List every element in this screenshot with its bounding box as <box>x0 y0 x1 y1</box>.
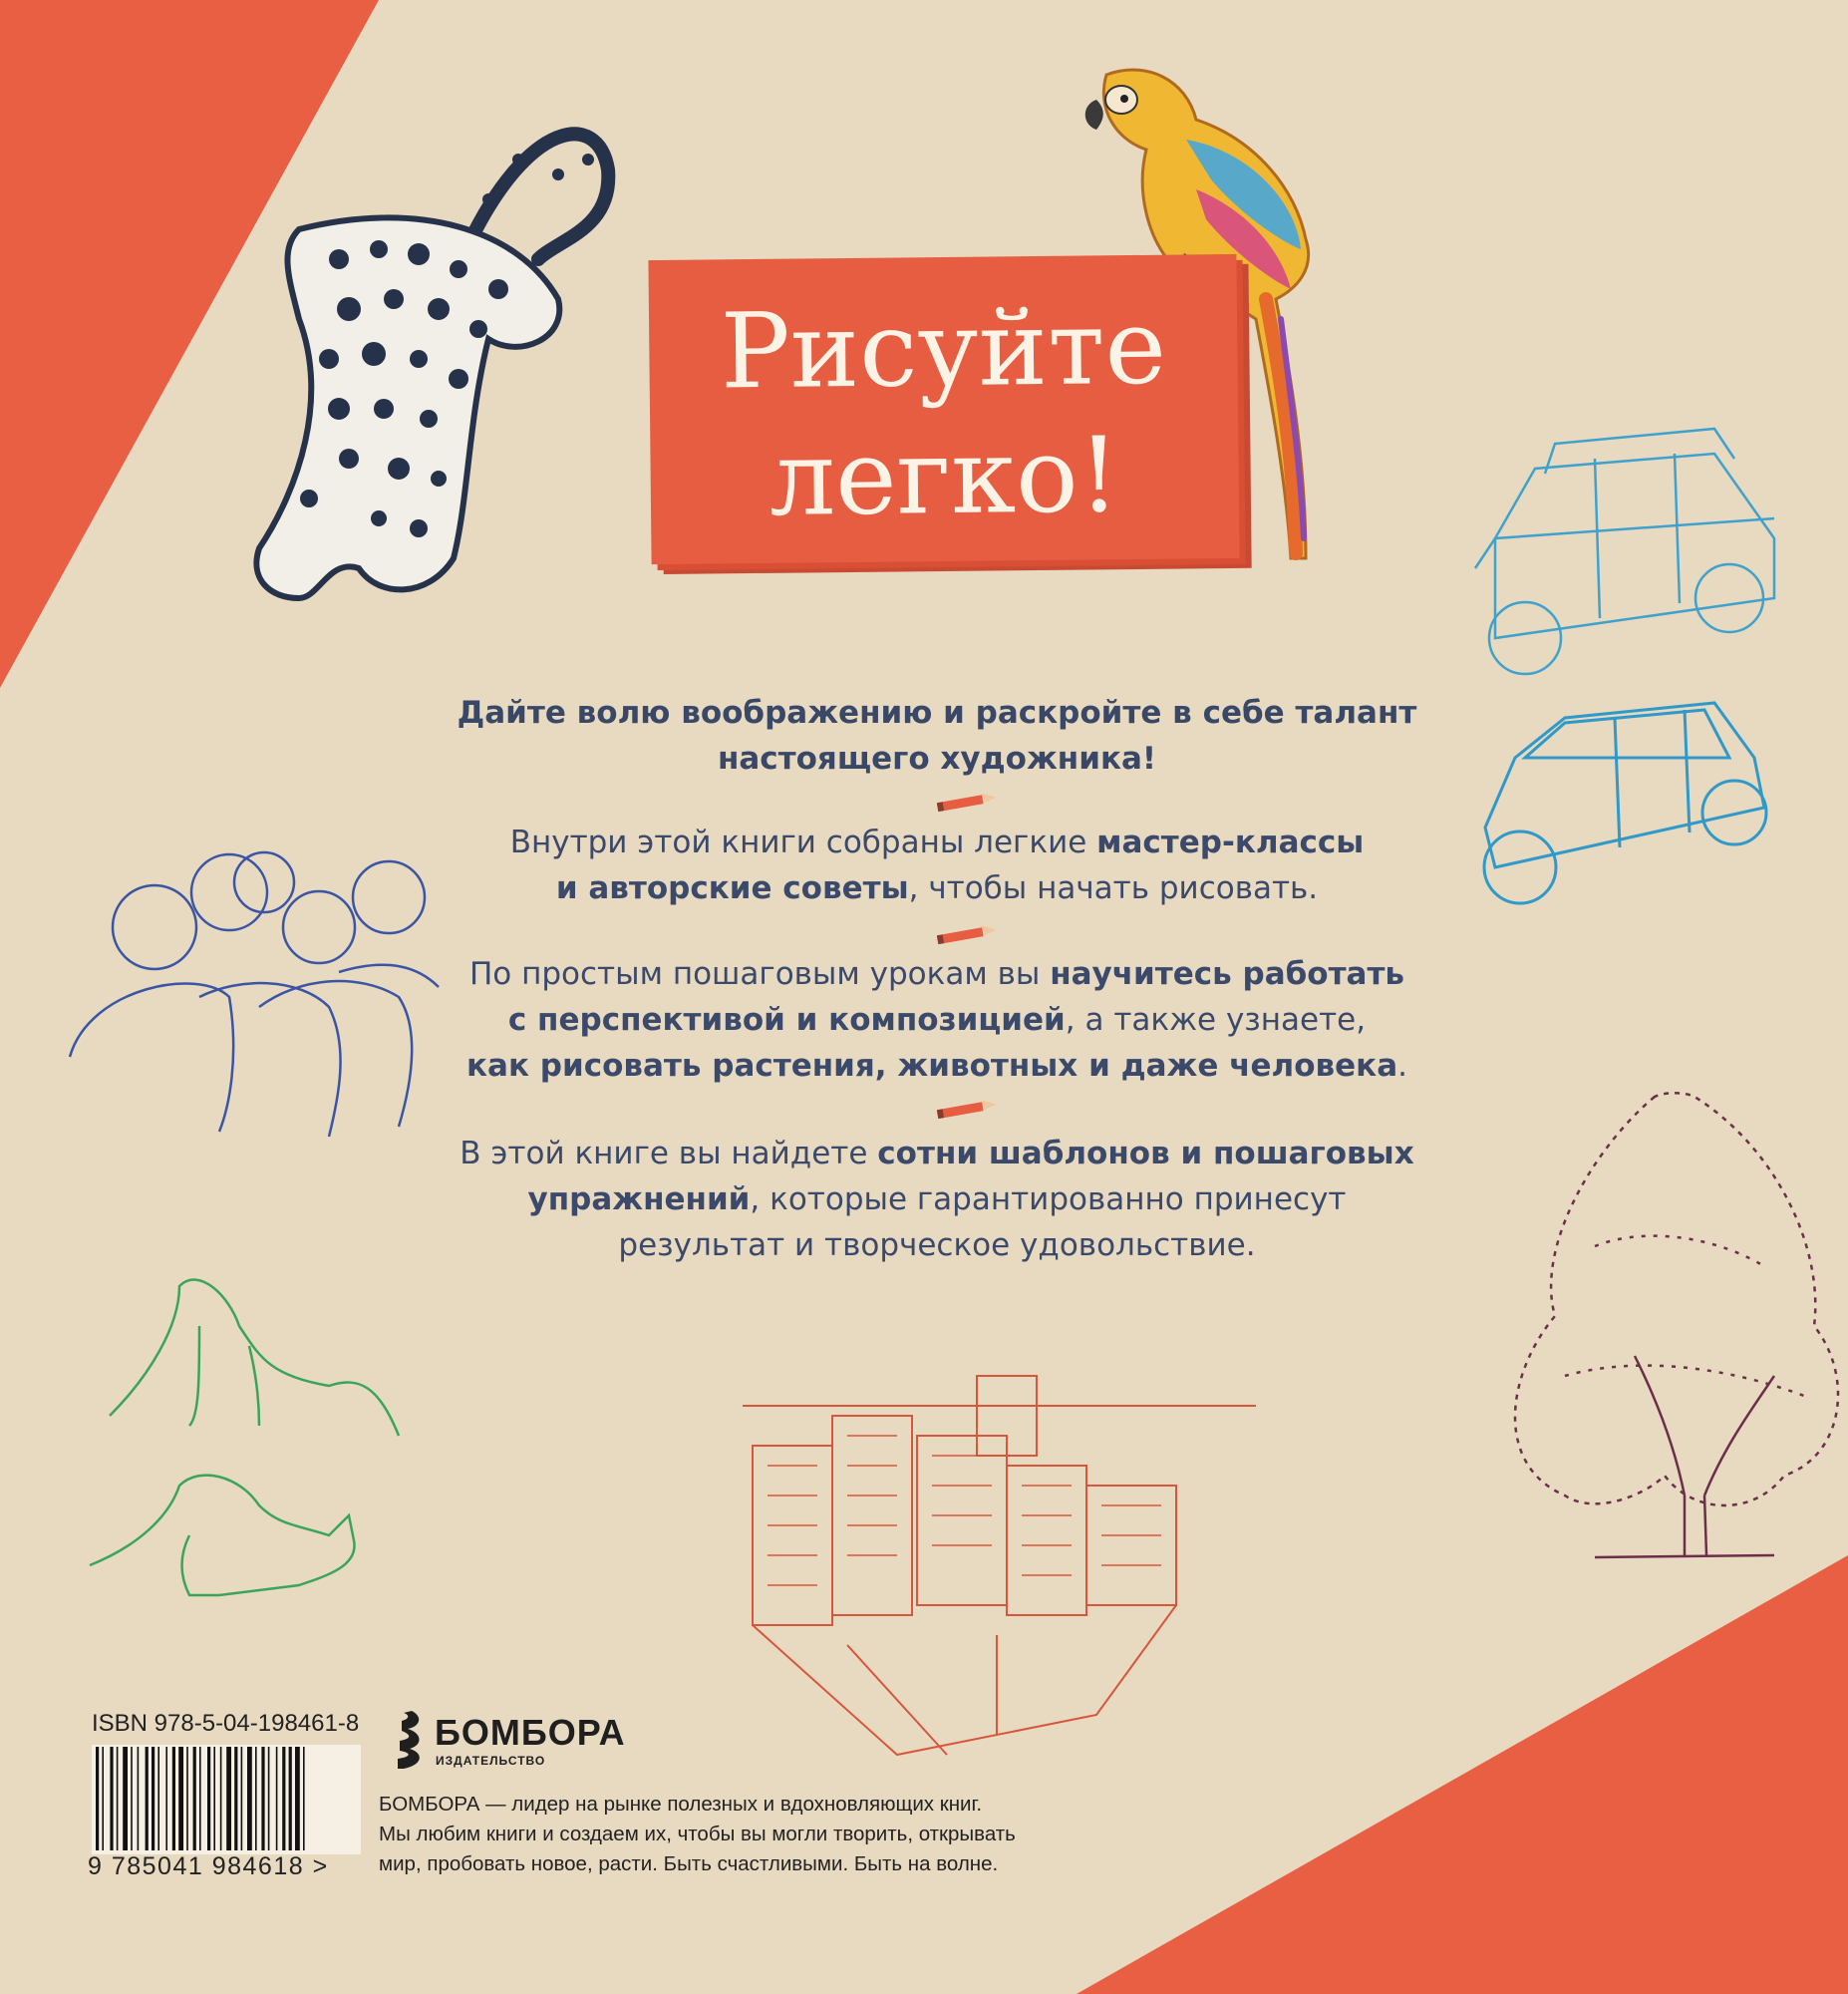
barcode-bar <box>295 1747 300 1850</box>
barcode-bar <box>138 1747 140 1850</box>
barcode <box>92 1745 361 1854</box>
barcode-bar <box>276 1747 278 1850</box>
barcode-bar <box>96 1747 99 1850</box>
isbn-label: ISBN 978-5-04-198461-8 <box>92 1710 360 1737</box>
blurb-line-1: БОМБОРА — лидер на рынке полезных и вдохновляющих книг. <box>379 1793 983 1816</box>
bombora-logo-icon <box>394 1709 432 1771</box>
lessons-line-2a: и авторские советы <box>555 870 909 906</box>
techniques-line-3a: как рисовать растения, животных и даже человека <box>466 1048 1398 1084</box>
lessons-line-2b: , чтобы начать рисовать. <box>908 870 1319 906</box>
blurb-line-3: мир, пробовать новое, расти. Быть счастливыми. Быть на волне. <box>379 1852 999 1875</box>
templates-line-1b: сотни шаблонов и пошаговых <box>877 1136 1414 1171</box>
barcode-bar <box>234 1747 237 1850</box>
techniques-line-2b: , а также узнаете, <box>1065 1002 1367 1038</box>
barcode-bar <box>226 1747 231 1850</box>
publisher-blurb <box>379 1790 1037 1879</box>
lessons-paragraph <box>419 820 1455 911</box>
techniques-line-1b: научитесь работать <box>1050 956 1405 992</box>
barcode-bar <box>255 1747 257 1850</box>
bottom-right-red-triangle <box>1077 1555 1848 1994</box>
lessons-line-1b: мастер-классы <box>1096 825 1365 860</box>
barcode-bar <box>186 1747 188 1850</box>
techniques-line-1a: По простым пошаговым урокам вы <box>468 956 1051 992</box>
barcode-bar <box>146 1747 149 1850</box>
barcode-bar <box>178 1747 183 1850</box>
lessons-line-1a: Внутри этой книги собраны легкие <box>509 825 1097 860</box>
barcode-bar <box>303 1747 305 1850</box>
barcode-bar <box>213 1747 215 1850</box>
barcode-bar <box>102 1747 104 1850</box>
pencil-divider-icon <box>937 790 1001 814</box>
barcode-bar <box>261 1747 264 1850</box>
barcode-bar <box>152 1747 154 1850</box>
barcode-bar <box>241 1747 243 1850</box>
barcode-bar <box>282 1747 285 1850</box>
city-perspective-sketch <box>743 1376 1256 1755</box>
barcode-bar <box>268 1747 270 1850</box>
barcode-bar <box>110 1747 113 1850</box>
barcode-bar <box>172 1747 175 1850</box>
blurb-line-2: Мы любим книги и создаем их, чтобы вы могли творить, открывать <box>379 1823 1016 1845</box>
cat-stretch-sketch <box>90 1280 399 1595</box>
leopard-illustration <box>256 134 608 598</box>
barcode-bar <box>131 1747 133 1850</box>
intro-line-2: настоящего художника! <box>717 741 1157 777</box>
barcode-digits: 9 785041 984618 > <box>88 1852 329 1880</box>
techniques-paragraph <box>419 951 1455 1089</box>
barcode-bar <box>165 1747 167 1850</box>
publisher-name: БОМБОРА <box>435 1712 626 1753</box>
pencil-divider-icon <box>937 922 1001 946</box>
barcode-bar <box>117 1747 119 1850</box>
techniques-line-3b: . <box>1397 1048 1407 1084</box>
title-line-1: Рисуйте <box>720 285 1167 413</box>
pencil-divider-icon <box>937 1097 1001 1121</box>
templates-line-3: результат и творческое удовольствие. <box>618 1227 1256 1263</box>
title-card <box>648 254 1239 564</box>
barcode-bar <box>220 1747 222 1850</box>
barcode-bar <box>247 1747 252 1850</box>
templates-line-2a: упражнений <box>527 1181 751 1217</box>
people-sketch <box>70 852 439 1137</box>
barcode-bar <box>123 1747 128 1850</box>
title-line-2: легко! <box>769 414 1121 539</box>
tree-sketch <box>1515 1093 1838 1557</box>
barcode-bar <box>289 1747 292 1850</box>
techniques-line-2a: с перспективой и композицией <box>507 1002 1066 1038</box>
barcode-bar <box>207 1747 210 1850</box>
intro-paragraph <box>419 690 1455 782</box>
car-sketch-detailed <box>1484 703 1766 903</box>
barcode-bar <box>157 1747 159 1850</box>
book-title <box>649 282 1240 543</box>
intro-line-1: Дайте волю воображению и раскройте в себе талант <box>457 695 1417 731</box>
barcode-bar <box>199 1747 201 1850</box>
templates-line-1a: В этой книге вы найдете <box>460 1136 878 1171</box>
publisher-subtitle: ИЗДАТЕЛЬСТВО <box>436 1754 546 1768</box>
car-sketch-outline <box>1475 429 1774 674</box>
templates-paragraph <box>419 1131 1455 1268</box>
barcode-bar <box>193 1747 196 1850</box>
templates-line-2b: , которые гарантированно принесут <box>750 1181 1347 1217</box>
